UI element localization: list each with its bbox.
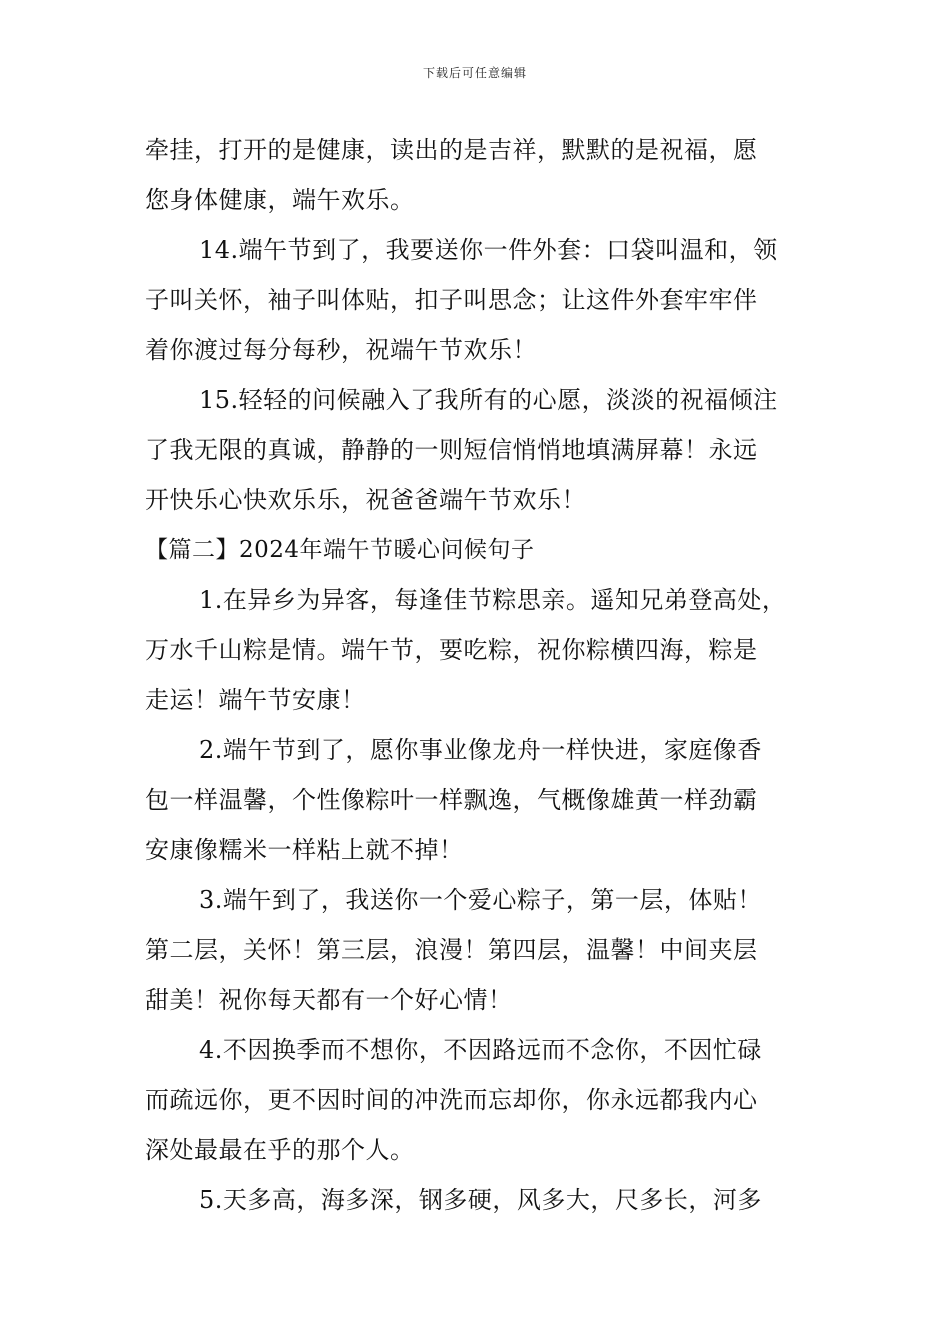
text-line: 14.端午节到了，我要送你一件外套：口袋叫温和，领	[199, 236, 778, 264]
text-line: 子叫关怀，袖子叫体贴，扣子叫思念；让这件外套牢牢伴	[145, 286, 758, 314]
document-body	[145, 125, 825, 1225]
text-line: 安康像糯米一样粘上就不掉！	[145, 836, 464, 864]
text-line: 甜美！祝你每天都有一个好心情！	[145, 986, 513, 1014]
text-line: 开快乐心快欢乐乐，祝爸爸端午节欢乐！	[145, 486, 586, 514]
text-line: 2.端午节到了，愿你事业像龙舟一样快进，家庭像香	[199, 736, 762, 764]
text-line: 而疏远你，更不因时间的冲洗而忘却你，你永远都我内心	[145, 1086, 758, 1114]
text-line: 4.不因换季而不想你，不因路远而不念你，不因忙碌	[199, 1036, 762, 1064]
text-line: 您身体健康，端午欢乐。	[145, 186, 415, 214]
text-line: 深处最最在乎的那个人。	[145, 1136, 415, 1164]
text-line: 万水千山粽是情。端午节，要吃粽，祝你粽横四海，粽是	[145, 636, 758, 664]
text-line: 5.天多高，海多深，钢多硬，风多大，尺多长，河多	[199, 1186, 762, 1214]
section-heading: 【篇二】2024年端午节暖心问候句子	[145, 537, 535, 563]
text-line: 了我无限的真诚，静静的一则短信悄悄地填满屏幕！永远	[145, 436, 758, 464]
text-line: 走运！端午节安康！	[145, 686, 366, 714]
text-line: 着你渡过每分每秒，祝端午节欢乐！	[145, 336, 537, 364]
text-line: 1.在异乡为异客，每逢佳节粽思亲。遥知兄弟登高处，	[199, 586, 787, 614]
text-line: 15.轻轻的问候融入了我所有的心愿，淡淡的祝福倾注	[199, 386, 778, 414]
page-header: 下载后可任意编辑	[422, 66, 527, 80]
text-line: 3.端午到了，我送你一个爱心粽子，第一层，体贴！	[199, 886, 762, 914]
text-line: 第二层，关怀！第三层，浪漫！第四层，温馨！中间夹层	[145, 936, 758, 964]
text-line: 牵挂，打开的是健康，读出的是吉祥，默默的是祝福，愿	[145, 136, 758, 164]
text-line: 包一样温馨，个性像粽叶一样飘逸，气概像雄黄一样劲霸	[145, 786, 758, 814]
